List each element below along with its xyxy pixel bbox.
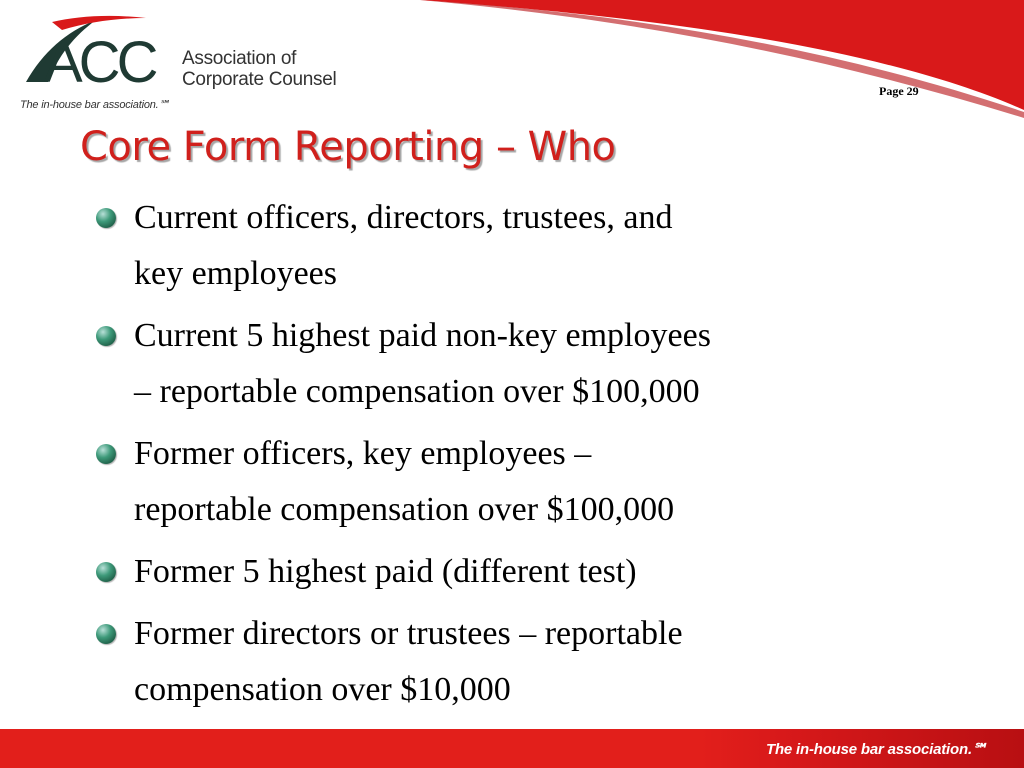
page-number: Page 29: [879, 84, 919, 98]
bullet-line1: Current officers, directors, trustees, and: [134, 199, 673, 236]
logo-tagline: The in-house bar association.℠: [20, 99, 170, 111]
bullet-item: [96, 426, 886, 538]
bullet-item: [96, 544, 886, 600]
logo-name-line2: Corporate Counsel: [182, 69, 337, 90]
bullet-line1: Former directors or trustees – reportable: [134, 615, 683, 652]
logo-name-line1: Association of: [182, 48, 297, 69]
bullet-line2: reportable compensation over $100,000: [134, 491, 675, 528]
acc-logo-icon: [18, 14, 178, 94]
footer-tagline: The in-house bar association.℠: [766, 741, 987, 758]
bullet-item: [96, 190, 886, 302]
bullet-line2: key employees: [134, 255, 337, 292]
bullet-line1: Current 5 highest paid non-key employees: [134, 317, 711, 354]
bullet-list: [96, 190, 886, 724]
slide-title: Core Form Reporting – Who: [80, 124, 616, 170]
sphere-bullet-icon: [96, 624, 116, 644]
sphere-bullet-icon: [96, 562, 116, 582]
bullet-line1: Former officers, key employees –: [134, 435, 592, 472]
sphere-bullet-icon: [96, 208, 116, 228]
bullet-line2: – reportable compensation over $100,000: [134, 373, 700, 410]
acc-logo: [18, 14, 348, 114]
sphere-bullet-icon: [96, 444, 116, 464]
logo-organization-name: [182, 48, 336, 90]
bullet-item: [96, 606, 886, 718]
sphere-bullet-icon: [96, 326, 116, 346]
bullet-line2: compensation over $10,000: [134, 671, 511, 708]
bullet-line1: Former 5 highest paid (different test): [134, 553, 637, 590]
bullet-item: [96, 308, 886, 420]
footer-bar: [0, 729, 1024, 768]
logo-letters: ACC: [44, 30, 155, 94]
